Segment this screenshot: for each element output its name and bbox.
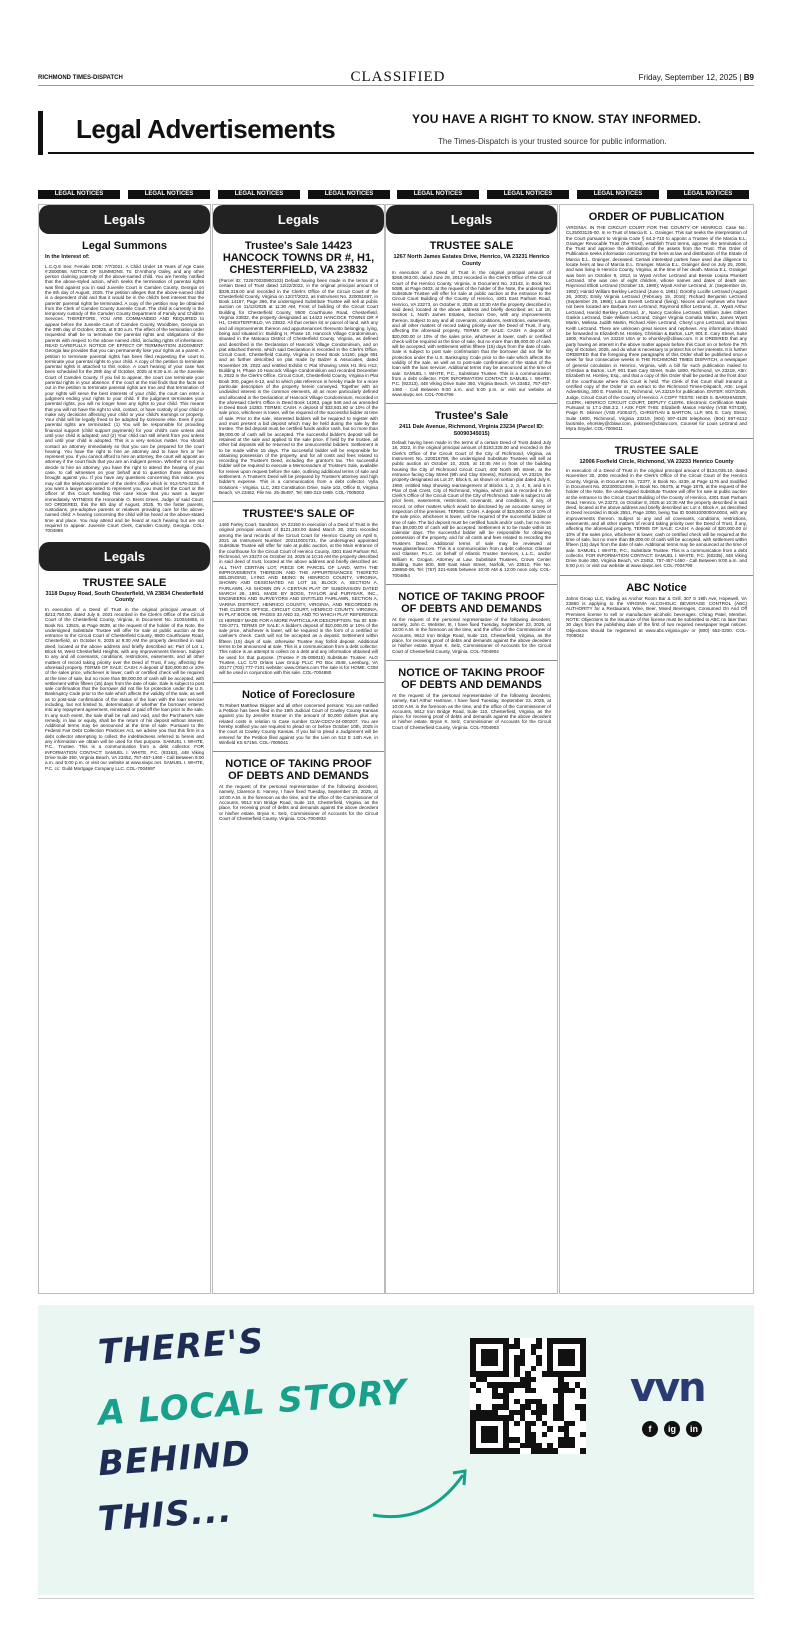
local-story-ad[interactable] (38, 1305, 754, 1595)
section-banner (38, 106, 754, 162)
notice-body: In execution of a Deed of Trust in the original principal amount of $268,063.00, dated June 28, 2012 recorded in the Clerk's Office of the Circuit Court of the Henrico County, Virginia, in Document No. 23142, in Book No. 5088, at Page 0403, at the request of the holder of the Note, the undersigned Substitute Trustee will offer for sale at public auction at the entrance to the Circuit Court Building of the County of Henrico, 4301 East Parham Road, Henrico, VA 23273, on October 8, 2025 at 10:30 AM the property described in said deed, located at the above address and briefly described as: Lot 18, Section 1, North James Estates, Section One, with any improvements thereon. Subject to any and all covenants, conditions, restrictions, easements, and all other matters of record taking priority over the Deed of Trust, if any, affecting the aforesaid property. TERMS OF SALE: CASH: A deposit of $20,000.00 or 10% of the sales price, whichever is lower, cash or certified check will be required at the time of sale, but no more than $9,000.00 of cash will be accepted, with settlement within fifteen (15) days from the date of sale. Sale is subject to post sale confirmation that the borrower did not file for protection under the U.S. Bankruptcy Code prior to the sale which affects the validity of the sale, as well as to post-sale confirmation of the status of the loan with the loan servicer. Additional terms may be announced at the time of sale. SAMUEL I. WHITE, P.C., Substitute Trustee. This is a communication from a debt collector. FOR INFORMATION CONTACT: SAMUEL I. WHITE, P.C. (92313), 448 Viking Drive Suite 350, Virginia Beach, VA 23452, 757-457-1460 - Call Between 9:00 a.m. and 5:00 p.m. or visit our website at www.siwpc.net. COL-7004796 (392, 270, 551, 397)
notice-title: ORDER OF PUBLICATION (588, 211, 725, 223)
banner-bar (38, 111, 43, 155)
notice-title: Notice of Foreclosure (241, 688, 356, 701)
divider (386, 660, 557, 661)
date-page: Friday, September 12, 2025 | B9 (638, 73, 754, 82)
legal-notice-tag: LEGAL NOTICES (38, 190, 120, 199)
notice-title: Trustee's Sale 14423 HANCOCK TOWNS DR #, H1, CHESTERFIELD, VA 23832 (222, 240, 375, 276)
trustee-sale-farley-notice (213, 508, 384, 676)
notice-title: TRUSTEE SALE (614, 444, 699, 457)
legal-notice-tag: LEGAL NOTICES (218, 190, 300, 199)
notice-body: L.C.Q.E Sex: Female DOB: 7/7/2021. A Child Under 18 Years of Age Case #:2500068. NOTICE OF SUMMONS. To: D'Anthony Oaley, and any other person claiming paternity of the above-named child. You are hereby notified that the above-styled action, which seeks the termination of parental rights was filed against you in said Juvenile Court in Camden County, Georgia on the 6th day of August, 2025. The petition alleges that the above-named child is a dependent child and that it would be in the child's best interest that the parents' parental rights be terminated. A copy of the petition may be obtained from the Clerk of Camden County Juvenile Court. The child is currently in the temporary custody of the Camden County Department of Family and Children Services. THEREFORE, YOU ARE COMMANDED AND REQUIRED to appear before the Juvenile Court of Camden County, Woodbine, Georgia on the 29th day of October, 2025, at 9:30 a.m. The effect of the termination order requested shall be to terminate the parental rights and obligations of the parents with respect to the above named child, including rights of inheritance. READ CAREFULLY. NOTICE OF EFFECT OF TERMINATION JUDGMENT. Georgia law provides that you can permanently lose your rights as a parent. A petition to terminate parental rights has been filed requesting the court to terminate your parental rights to your child. A copy of the petition to terminate parental rights is attached to this notice. A court hearing of your case has been scheduled for the 29th day of October, 2025 at 9:30 a.m. at the Juvenile Court of Camden County. If you fail to appear, the court can terminate your parental rights in your absence. If the court at the trial finds that the facts set out in the petition to terminate parental rights are true and that termination of your rights will serve the best interests of your child, the court can enter a judgment ending your rights to your child. If the judgment terminates your parental rights, you will no longer have any rights to your child. This means that you will not have the right to visit, contact, or have custody of your child or make any decisions affecting your child or your child's earnings or property. Your child will be legally freed to be adopted by someone else. Even if your parental rights are terminated: (1) You will be responsible for providing financial support (child support payments) for your child's care unless and until your child is adopted; and (2) Your child can still inherit from you unless and until your child is adopted. This is a very serious matter. You should contact an attorney immediately so that you can be prepared for the court hearing. You have the right to hire an attorney and to have him or her represent you. If you cannot afford to hire an attorney, the court will appoint an attorney if the court finds that you are an indigent person. Whether or not you decide to hire an attorney, you have the right to attend the hearing of your case, to call witnesses on your behalf and to question those witnesses brought against you. If you have any questions concerning this notice, you may call the telephone number of the clerk's office which is: 912-576-3226. If you want a lawyer appointed to represent you, you must let the Court or the officer of this Court handling this case know that you want a lawyer immediately. WITNESS the Honorable O. Brent Green, Judge of said Court. SO ORDERED, this the 6th day of August, 2025. To the foster parents, custodians, pre-adoptive parents or relatives providing care for the above-named child: A hearing concerning the child will be heard at the above-stated time and place. You may attend and be heard at such hearing but are not required to appear. Juvenile Court Clerk, Camden County, Georgia. COL-7004889 (45, 263, 204, 534)
notice-title: Legal Summons (82, 240, 167, 252)
column-4 (559, 204, 754, 1294)
issue-date: Friday, September 12, 2025 (638, 73, 738, 82)
notice-title: TRUSTEE'S SALE OF (242, 508, 355, 521)
notice-body: 1460 Farley Court, Sandston, VA 23150 In execution of a Deed of Trust in the original principal amount of $121,193.00 dated March 30, 2021 recorded among the land records of the Circuit Court for Henrico County on April 5, 2021 as Instrument Number: 202110001731, the undersigned appointed Substitute Trustee will offer for sale at public auction, at the Main entrance of the courthouse for the Circuit Court of Henrico County, 4301 East Parham Rd, Richmond, VA 23273 on October 24, 2025 at 10:15 AM the property described in said deed of trust, located at the above address and briefly described as: ALL THAT CERTAIN LOT, PIECE OR PARCEL OF LAND, WITH THE IMPROVEMENTS THEREON AND THE APPURTENANCES THERETO BELONGING, LYING AND BEING IN HENRICO COUNTY, VIRGINIA, SHOWN AND DESIGNATED AS LOT 16, BLOCK A, SECTION A, FAIRLAWN, AS SHOWN ON A CERTAIN PLAT OF SUBDIVISION DATED MARCH 26, 1991, MADE BY BOOS, TAYLOR and PURYEAR, INC., ENGINEERS AND SURVEYORS AND ENTITLED FAIRLAWN, SECTION A, VARINA DISTRICT, HENRICO COUNTY, VIRGINIA, AND RECORDED IN THE CLERK'S OFFICE, CIRCUIT COURT, HENRICO COUNTY, VIRGINIA, IN PLAT BOOK 95, PAGES 33 AND 32, AND TO WHICH PLAT REFERENCE IS HEREBY MADE FOR A MORE PARTICULAR DESCRIPTION. Tax ID: 828-726-3771. TERMS OF SALE: A bidder's deposit of $10,000.00 or 10% of the sale price, whichever is lower, will be required in the form of a certified or cashier's check. Cash will not be accepted as a deposit. Settlement within fifteen (15) days of sale, otherwise Trustee may forfeit deposit. Additional terms to be announced at sale. This is a communication from a debt collector. This notice is an attempt to collect on a debt and any information obtained will be used for that purpose. (Trustee # 25-009015) Substitute Trustee: ALG Trustee, LLC C/O Orlans Law Group PLLC PO Box 2548, Leesburg, VA 20177 (703) 777-7101 website: www.Orlans.com The sale is for HOME. COM will be used in conjunction with this sale. COL-7004880 (219, 522, 378, 676)
banner-subtitle: The Times-Dispatch is your trusted source for public information. (438, 137, 667, 146)
divider (213, 501, 384, 502)
abc-notice (560, 582, 753, 638)
linkedin-icon[interactable]: in (686, 1421, 702, 1437)
banner-slogan: YOU HAVE A RIGHT TO KNOW. STAY INFORMED. (412, 112, 702, 126)
qr-code[interactable] (470, 1338, 586, 1454)
instagram-icon[interactable]: ig (664, 1421, 680, 1437)
legal-notice-tag: LEGAL NOTICES (487, 190, 569, 199)
notice-body: To Robert Matthew Skipper and all other concerned persons: You are notified a Petition has been filed in the 19th Judicial Court of Cowley County Kansas against you by Jennifer Kramer in the amount of 50,000 dollars plus any related costs in relation to Case number CLW-CDCV-24-000207. You are hereby notified you are required to plead on or before October 10th, 2025 in the court at Cowley County Kansas. If you fail to plead a Judgement will be entered for the Petition filed against you for the Lien on 512 E 14th Ave, in Winfield KS 67156. COL-7005041 (219, 702, 378, 745)
notice-subtitle: In the Interest of: (45, 254, 90, 260)
notice-title: Trustee's Sale (434, 410, 509, 423)
notice-body: (Parcel ID: 722670030900103) Default having been made in the terms of a certain Deed of Trust dated 12/22/2022, in the original principal amount of $339,318.00 and recorded in the Clerk's Office of the Circuit Court of the Chesterfield County, Virginia on 12/27/2022, as Instrument No. 220051697, in Book 14167, Page 366, the undersigned Substitute Trustee will sell at public auction on 11/12/2025 at 11:30 AM, Front of building of the Circuit Court Building for Chesterfield County, 9500 Courthouse Road, Chesterfield, Virginia 23832, the property designated as 14423 HANCOCK TOWNS DR # H1, CHESTERFIELD, VA 23832. All that certain lot or parcel of land, with any and all improvements thereon and appurtenances thereunto belonging, lying, being and situated in: Building H, Phase 10, Hancock Village Condominium, situated in the Matoaca District of Chesterfield County, Virginia, as defined and described in the Declaration of Hancock Village Condominium, and on plat attached thereto, which said Declaration is recorded in the Clerk's Office, Circuit Court, Chesterfield County, Virginia in Deed Book 14150, page 691 and as further described on plat made by Balzer & Associates, dated November 29, 2022 and entitled Exhibit C Plat Showing Units H1 thru H12, Building H, Phase 10 Hancock Village Condominium and recorded December 5, 2022 in the Clerk's Office, Circuit Court, Chesterfield County, Virginia in Plat Book 300, pages 6-12, and to which plat reference is hereby made for a more particular description of the property herein conveyed. Together with an undivided interest in the common elements, all as more particularly defined and allocated in the Declaration of Hancock Village Condominium, recorded in the aforesaid Clerk's Office in Deed Book 14263, page 548 and as amended in Deed Book 14283. TERMS: CASH. A deposit of $33,931.80 or 10% of the sale price, whichever is lower, will be required of the successful bidder at time of sale. Prior to the sale, interested bidders will be required to register with and must present a bid deposit which may be held during the sale by the trustee. The bid deposit must be certified funds and/or cash, but no more than $9,000.00 of cash will be accepted. The successful bidder's deposit will be retained at the sale and applied to the sale price. If held by the trustee, all other bid deposits will be returned to the unsuccessful bidders. Settlement is to be made within 15 days. The successful bidder will be responsible for obtaining possession of the property, and for all costs and fees related to recording the Trustee's Deed, including the grantor's tax. The successful bidder will be required to execute a Memorandum of Trustee's Sale, available for review upon request before the sale, outlining additional terms of sale and settlement. A Trustee's Deed will be prepared by Trustee's attorney and high bidder's expense. This is a communication from a debt collector. Vylla Solutions - Virginia, LLC, 283 Constitution Drive, Suite 102, Office B, Virginia Beach, VA 23462, File No. 25-35497, Tel: 888-313-1969. COL-7005003 (219, 278, 378, 495)
notice-title: TRUSTEE SALE (429, 240, 514, 252)
trustee-sale-notice (39, 577, 210, 771)
notice-title: TRUSTEE SALE (82, 576, 167, 589)
legal-notice-tag-row (38, 190, 754, 199)
section-name: CLASSIFIED (350, 69, 446, 85)
footer-rule (38, 1598, 754, 1599)
notice-subtitle: 2411 Dale Avenue, Richmond, Virginia 23234 (Parcel ID: S0090345015) (399, 424, 544, 437)
divider (560, 575, 753, 576)
legal-notice-tag: LEGAL NOTICES (128, 190, 210, 199)
qr-module (580, 1448, 586, 1454)
notice-body: At the request of the personal representative of the following decedent, namely, John C. Webster, III, I have fixed Tuesday, September 23, 2025, at 10:00 A.M. in the forenoon as the time, and the office of the Commissioner of Accounts, 9512 Iron Bridge Road, Suite 110, Chesterfield, Virginia, as the place, for receiving proof of debts and demands against the above decedent or his/her estate. Bryan K. Selz, Commissioner of Accounts for the Circuit Court of Chesterfield County, Virginia. COL-7004904 (392, 616, 551, 654)
legal-notice-tag: LEGAL NOTICES (667, 190, 749, 199)
paper-name: RICHMOND TIMES-DISPATCH (38, 75, 123, 81)
ad-headline-line-4: THIS... (96, 1490, 234, 1540)
divider (213, 751, 384, 752)
trustee-sale-north-james-notice (386, 240, 557, 397)
proof-of-debts-notice (213, 758, 384, 821)
notice-title: NOTICE OF TAKING PROOF OF DEBTS AND DEMANDS (398, 590, 545, 615)
ad-headline-line-1: THERE'S (96, 1321, 266, 1373)
facebook-icon[interactable]: f (642, 1421, 658, 1437)
notice-body: At the request of the personal representative of the following decedent, namely, Karl Arthur Hartman, I have fixed Tuesday, September 23, 2025, at 10:00 A.M. in the forenoon as the time, and the office of the Commissioner of Accounts, 9512 Iron Bridge Road, Suite 110, Chesterfield, Virginia, as the place, for receiving proof of debts and demands against the above decedent or his/her estate. Bryan K. Selz, Commissioner of Accounts for the Circuit Court of Chesterfield County, Virginia. COL-7004903 (392, 692, 551, 730)
notice-subtitle: 1267 North James Estates Drive, Henrico, VA 23231 Henrico County (393, 254, 550, 267)
ad-headline-line-2: A LOCAL STORY (96, 1372, 409, 1434)
legals-header: Legals (213, 205, 384, 234)
notice-subtitle: 3118 Dupuy Road, South Chesterfield, VA 23834 Chesterfield County (45, 590, 204, 604)
divider (386, 403, 557, 404)
divider (386, 584, 557, 585)
column-1 (38, 204, 211, 1294)
trustees-sale-dale-avenue-notice (386, 410, 557, 578)
legal-summons-notice (39, 240, 210, 534)
notice-body: VIRGINIA: IN THE CIRCUIT COURT FOR THE COUNTY OF HENRICO. Case No.: CL25003125-00. In re Trust of Marcia E. L. Grainger. This suit seeks the interpretation of the Court pursuant to Virginia Code § 64.2-710 to appoint a Trustee of the Marcia E.L. Grainger Revocable Trust (the Trust), establish Trust terms, approve the termination of the Trust and approve the distribution of the assets from the Trust. This Order of Publication seeks information concerning the heirs at law and distribution of the Estate of Marcia E.L. Grainger, deceased. Certain interested parties have used due diligence to locate heirs at law of Marcia E.L. Grainger. Marcia E.L. Grainger died on July 25, 2006, and was living in Henrico County, Virginia, at the time of her death. Marcia E.L. Grainger was born on October 9, 1913, to Wyatt Archer LeGrand and Bessie Louisa Plunkett LeGrand. She was one of eight children, whose names and dates of death are: Raymond Elliott LeGrand (October 15, 1980); Wyatt Archer LeGrand, Jr. (September 15, 1992); Harold William Berkley LeGrand (June 6, 1981); Dorothy Lucille LeGrand (August 26, 2003); Emily Virginia LeGrand (February 19, 2016); Richard Benjamin LeGrand (September 29, 1988); Louis Everett LeGrand (living). Nieces and nephews who have not been located are Barbara Ann LeGrand, Raymond Elliot LeGrand, Jr., Wyatt Arthur LeGrand, Harold Berkley LeGrand, Jr., Nancy Caroline LeGrand, William Jules Gilbert Gaskin LeGrand, Dale William LeGrand, Ginger Virginia Comalla Martin, James Wyatt Martin, Melissa Judith Martin, Richard Allen LeGrand, Cheryl Lynn LeGrand, and Brian Keith LeGrand. There are unknown great nieces and nephews. Any information should be forwarded to Elizabeth M. Horsley, Christian & Barton, LLP, 901 E. Cary Street, Suite 1800, Richmond, VA 23219 USA or to ehorsley@cblaw.com. It is ORDERED that any party having an interest in the above matter appear before this Court on or before the 7th day of October, 2025, and do what is necessary to protect his or her interests. It is further ORDERED that the foregoing three paragraphs of this Order shall be published once a week for four consecutive weeks in THE RICHMOND TIMES DISPATCH, a newspaper of general circulation in Henrico, Virginia, with a bill for such publication mailed to Christian & Barton, LLP, 901 East Cary Street, Suite 1800, Richmond, VA 23219, Attn: Elizabeth M. Horsley, Esq., and that a copy of this Order shall be posted at the front door of the courthouse where this Court is held. The Clerk of this Court shall transmit a certified copy of the Order or an extract to the Richmond Times-Dispatch, Attn: Legal Advertising, 300 E. Franklin St., Richmond, VA 23219 for publication. ENTER: 8/27/2025. Judge, Circuit Court of the County of Henrico. A COPY TESTE: HEIDI S. BARSHINGER, CLERK, HENRICO CIRCUIT COURT, DEPUTY CLERK. Electronic Certification Made Pursuant to 17.1-258.3:2. I ASK FOR THIS: Elizabeth Mason Horsley (VSB #37429), Paige R. Skinner (VSB #100427), CHRISTIAN & BARTON, LLP, 901 E. Cary Street, Suite 1800, Richmond, Virginia 23219, (804) 697-4108 telephone, (804) 697-6112 facsimile, ehorsley@cblaw.com, pskinner@cblaw.com, Counsel for Louis LeGrand and Myra Snyder. COL-7005011 (566, 225, 747, 432)
notice-body: Jahns Group LLC, trading as Anchor Room Bar & Grill, 307 S 19th Ave, Hopewell, VA 23860 is applying to the VIRGINIA ALCOHOLIC BEVERAGE CONTROL (ABC) AUTHORITY for a Restaurant, Wine, Beer, Mixed Beverages, Consumed On And Off Premises license to sell or manufacture alcoholic beverages. Chirag Patel, Member. NOTE: Objections to the issuance of this license must be submitted to ABC no later than 30 days from the publishing date of the first of two required newspaper legal notices. Objections should be registered at www.abc.virginia.gov or (800) 552-3200. COL-7005042 (566, 595, 747, 638)
notice-subtitle: 12006 Foxfield Circle, Richmond, VA 23233 Henrico County (579, 458, 734, 465)
masthead (38, 69, 754, 86)
notice-body: In execution of a Deed of Trust in the original principal amount of $213,750.00, dated July 9, 2021 recorded in the Clerk's Office of the Circuit Court of the Chesterfield County, Virginia, in Document No. 210044855, in Book No. 13515, at Page 0639, at the request of the holder of the Note, the undersigned Substitute Trustee will offer for sale at public auction at the entrance to the Circuit Court of Chesterfield County, 9500 Courthouse Road, Chesterfield, on October 8, 2025 at 9:30 AM the property described in said deed, located at the above address and briefly described as: Part of Lot 1, Block M, West Chesterfield Heights, with any improvements thereon. Subject to any and all covenants, conditions, restrictions, easements, and all other matters of record taking priority over the Deed of Trust, if any, affecting the aforesaid property. TERMS OF SALE: CASH: A deposit of $20,000.00 or 10% of the sales price, whichever is lower, cash or certified check will be required at the time of sale, but no more than $9,000.00 of cash will be accepted, with settlement within fifteen (15) days from the date of sale. Sale is subject to post sale confirmation that the borrower did not file for protection under the U.S. Bankruptcy Code prior to the sale which affects the validity of the sale, as well as to post-sale confirmation of the status of the loan with the loan servicer including, but not limited to, determination of whether the borrower entered into any repayment agreement, reinstated or paid off the loan prior to the sale. In any such event, the sale shall be null and void, and the Purchaser's sole remedy, in law or equity, shall be the return of his deposit without interest. Additional terms may be announced at the time of sale. Pursuant to the Federal Fair Debt Collection Practices Act, we advise you that this firm is a debt collector attempting to collect the indebtedness referred to herein and any information we obtain will be used for that purpose. SAMUEL I. WHITE, P.C., Trustee. This is a communication from a debt collector. FOR INFORMATION CONTACT: SAMUEL I. WHITE, P.C. (93163), 448 Viking Drive Suite 350, Virginia Beach, VA 23452, 757-457-1460 - Call Between 9:00 a.m. and 5:00 p.m. or visit our website at www.siwpc.net. SAMUEL I. WHITE, P.C. cc: Guild Mortgage Company LLC. COL-7004997 (45, 606, 204, 771)
trustee-sale-foxfield-notice (560, 445, 753, 569)
divider (213, 682, 384, 683)
order-of-publication-notice (560, 211, 753, 432)
banner-rule (48, 152, 754, 154)
column-2 (212, 204, 385, 1294)
legals-header: Legals (39, 542, 210, 571)
notice-title: NOTICE OF TAKING PROOF OF DEBTS AND DEMANDS (225, 758, 372, 783)
legal-notice-tag: LEGAL NOTICES (397, 190, 479, 199)
notice-body: Default having been made in the terms of a certain Deed of Trust dated July 18, 2022, in the original principal amount of $193,325.00 and recorded in the Clerk's Office of the Circuit Court of the City of Richmond, Virginia, as Instrument No. 220016788, the undersigned Substitute Trustees will sell at public auction on October 10, 2025, at 10:45 AM in front of the building housing the City of Richmond Circuit Court, 400 North 9th Street, at the entrance facing Clay Street (9th and Clay Streets), Richmond, VA 23219, the property designated as Lot 37, Block 6, as shown on certain plat dated July 6, 1950, entitled Map showing rearrangement of Blocks 1, 2, 3, 4, 5, and 6 in Plan of Oak Crest, City of Richmond, Virginia, which plat is recorded in the Clerk's Office of the Circuit Court of the City of Richmond. Sale is subject to all prior liens, easements, restrictions, covenants, and conditions, if any, of record, or other matters which would be disclosed by an accurate survey or inspection of the premises. TERMS: CASH. A deposit of $19,500.00 or 10% of the sale price, whichever is lower, will be required of the successful bidder at time of sale. The bid deposit must be certified funds and/or cash, but no more than $9,000.00 of cash will be accepted. Settlement is to be made within 15 calendar days. The successful bidder will be responsible for obtaining possession of the property, and for all costs and fees related to recording the Trustee's Deed. Additional terms of sale may be reviewed at www.glasserlaw.com. This is a communication from a debt collector. Glasser and Glasser, P.L.C. on behalf of Atlantic Trustee Services, L.L.C., and/or William K. Grogan, Attorney at Law. Substitute Trustees, Crown Center Building, Suite 600, 580 East Main Street, Norfolk, VA 23510, File No. 238650-06, Tel: (757) 321-6465 between 10:00 AM & 12:00 noon only. COL-7004854 (392, 440, 551, 578)
trustee-sale-hancock-notice (213, 240, 384, 495)
social-icons (642, 1421, 702, 1437)
ad-headline-line-3: BEHIND (96, 1433, 253, 1485)
proof-of-debts-notice (386, 667, 557, 730)
notice-body: At the request of the personal representative of the following decedent, namely, Clarence E. Harvey, I have fixed Tuesday, September 23, 2025, at 10:00 A.M. in the forenoon as the time, and the office of the Commissioner of Accounts, 9512 Iron Bridge Road, Suite 110, Chesterfield, Virginia, as the place, for receiving proof of debts and demands against the above decedent or his/her estate. Bryan K. Selz, Commissioner of Accounts for the Circuit Court of Chesterfield County, Virginia. COL-7004933 (219, 784, 378, 821)
column-3 (385, 204, 558, 1294)
legals-header: Legals (386, 205, 557, 234)
foreclosure-notice (213, 689, 384, 745)
notice-title: ABC Notice (626, 581, 687, 594)
notice-title: NOTICE OF TAKING PROOF OF DEBTS AND DEMANDS (398, 666, 545, 691)
legal-notice-tag: LEGAL NOTICES (308, 190, 390, 199)
divider (560, 438, 753, 439)
proof-of-debts-notice (386, 591, 557, 654)
notice-body: In execution of a Deed of Trust in the original principal amount of $134,035.10, dated November 30, 2006 recorded in the Clerk's Office of the Circuit Court of the Henrico County, Virginia, in Document No. 72377, in Book No. 4239, at Page 1176 and modified in Document No. 202300012499, in Book No. 06475, at Page 1875, at the request of the holder of the Note, the undersigned Substitute Trustee will offer for sale at public auction at the entrance to the Circuit Court Building of the County of Henrico, 4301 East Parham Road, Henrico, VA 23273, on October 8, 2025 at 10:30 AM the property described in said deed, located at the above address and briefly described as: Lot 4, Block A, as described in Deed recorded in Book 2551, Page 2050, being Tax ID 00461000000A0004, with any improvements thereon. Subject to any and all covenants, conditions, restrictions, easements, and all other matters of record taking priority over the Deed of Trust, if any, affecting the aforesaid property. TERMS OF SALE: CASH: A deposit of $20,000.00 or 10% of the sales price, whichever is lower, cash or certified check will be required at the time of sale, but no more than $9,000.00 of cash will be accepted, with settlement within fifteen (15) days from the date of sale. Additional terms may be announced at the time of sale. SAMUEL I. WHITE, P.C., Substitute Trustee. This is a communication from a debt collector. FOR INFORMATION CONTACT: SAMUEL I. WHITE, P.C. (60235), 448 Viking Drive Suite 350, Virginia Beach, VA 23452, 757-457-1460 - Call Between 9:00 a.m. and 5:00 p.m. or visit our website at www.siwpc.net. COL-7004799 (566, 468, 747, 569)
legal-notice-tag: LEGAL NOTICES (577, 190, 659, 199)
arrow-icon (368, 1455, 478, 1525)
page-title: Legal Advertisements (76, 114, 336, 144)
vvn-logo: vvn (630, 1365, 705, 1411)
legals-header: Legals (39, 205, 210, 234)
page-number: B9 (743, 73, 754, 82)
